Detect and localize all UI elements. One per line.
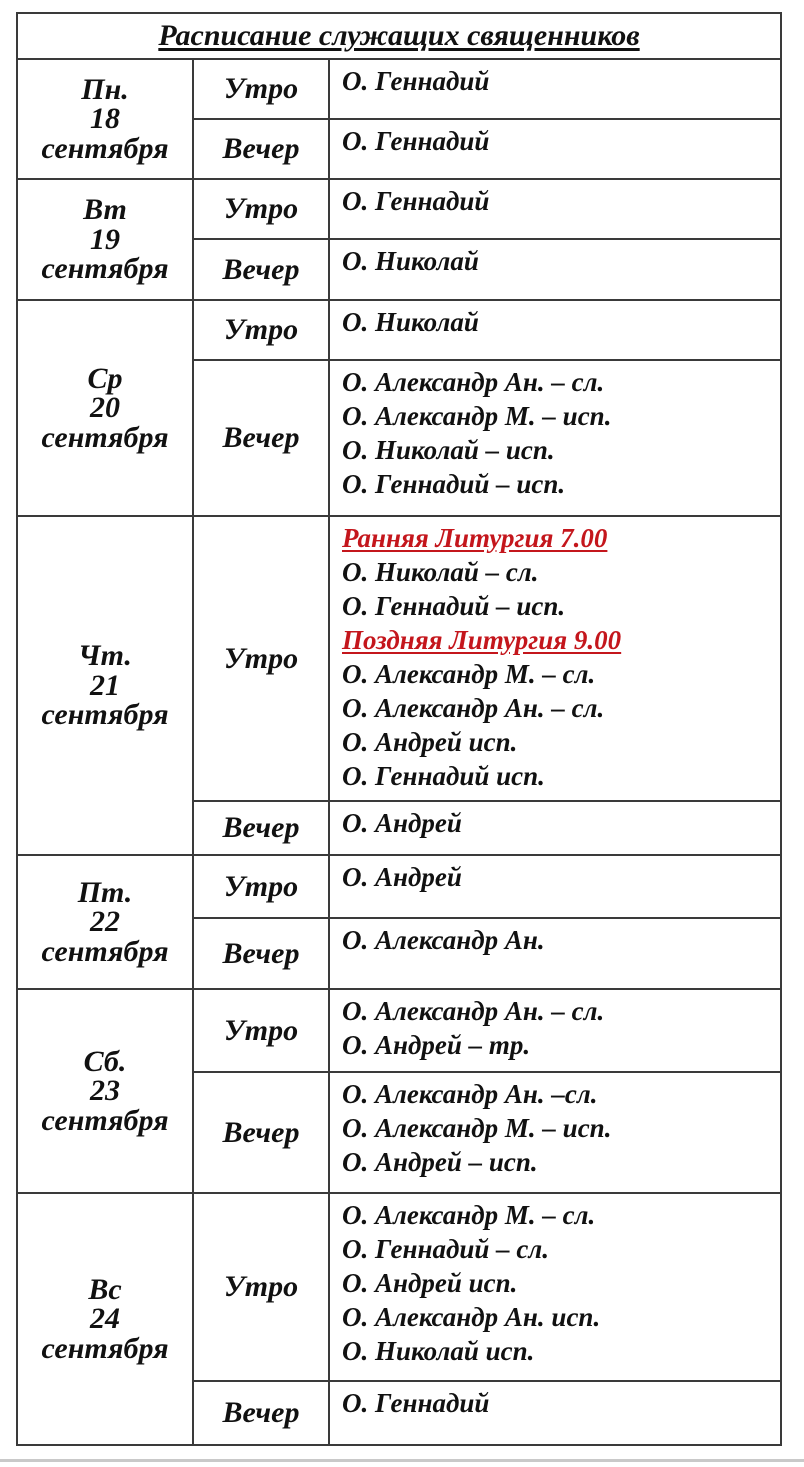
- day-date: 24: [90, 1302, 120, 1336]
- clergy-entry: О. Николай: [342, 246, 479, 276]
- title-cell: [17, 13, 781, 59]
- clergy-entry: О. Александр Ан.: [342, 925, 545, 955]
- clergy-cell: [329, 855, 781, 918]
- clergy-entry: О. Андрей: [342, 808, 462, 838]
- day-month: сентября: [41, 698, 169, 732]
- clergy-entry: О. Александр М. – сл.: [342, 659, 596, 689]
- service-time-label: Вечер: [193, 801, 329, 855]
- clergy-entry: О. Александр Ан. – сл.: [342, 693, 605, 723]
- schedule-row: [17, 989, 781, 1072]
- clergy-cell: [329, 360, 781, 516]
- clergy-cell: [329, 1193, 781, 1381]
- clergy-cell: [329, 801, 781, 855]
- day-weekday: Сб.: [83, 1044, 127, 1078]
- clergy-entry: О. Андрей исп.: [342, 1268, 518, 1298]
- clergy-entry: О. Андрей: [342, 862, 462, 892]
- title-row: [17, 13, 781, 59]
- service-time-label: Утро: [193, 855, 329, 918]
- bottom-divider: [0, 1459, 804, 1462]
- clergy-cell: [329, 119, 781, 179]
- day-date: 21: [90, 668, 120, 702]
- clergy-cell: [329, 516, 781, 801]
- clergy-entry: О. Геннадий: [342, 1388, 490, 1418]
- clergy-cell: [329, 59, 781, 119]
- clergy-entry: О. Александр Ан. –сл.: [342, 1079, 598, 1109]
- clergy-entry: О. Геннадий: [342, 126, 490, 156]
- day-date: 18: [90, 102, 120, 136]
- day-date: 23: [90, 1074, 120, 1108]
- day-month: сентября: [41, 1103, 169, 1137]
- day-month: сентября: [41, 420, 169, 454]
- clergy-entry: О. Андрей исп.: [342, 727, 518, 757]
- clergy-entry: О. Геннадий – исп.: [342, 591, 566, 621]
- liturgy-heading: Ранняя Литургия 7.00: [342, 523, 608, 553]
- schedule-row: [17, 516, 781, 801]
- day-cell: [17, 179, 193, 300]
- clergy-entry: О. Александр Ан. исп.: [342, 1302, 601, 1332]
- service-time-label: Вечер: [193, 119, 329, 179]
- clergy-entry: О. Геннадий – исп.: [342, 469, 566, 499]
- day-cell: [17, 300, 193, 516]
- clergy-entry: О. Геннадий: [342, 186, 490, 216]
- page-title: Расписание служащих священников: [158, 19, 640, 52]
- service-time-label: Утро: [193, 1193, 329, 1381]
- schedule-row: [17, 300, 781, 360]
- clergy-cell: [329, 239, 781, 300]
- clergy-entry: О. Александр М. – сл.: [342, 1200, 596, 1230]
- day-weekday: Вт: [83, 193, 127, 227]
- clergy-entry: О. Николай – исп.: [342, 435, 555, 465]
- schedule-table: [16, 12, 782, 1446]
- clergy-entry: О. Александр М. – исп.: [342, 1113, 612, 1143]
- day-month: сентября: [41, 252, 169, 286]
- clergy-entry: О. Николай – сл.: [342, 557, 539, 587]
- clergy-entry: О. Геннадий: [342, 66, 490, 96]
- clergy-entry: О. Александр М. – исп.: [342, 401, 612, 431]
- day-month: сентября: [41, 934, 169, 968]
- day-weekday: Чт.: [78, 639, 132, 673]
- service-time-label: Утро: [193, 516, 329, 801]
- service-time-label: Утро: [193, 989, 329, 1072]
- clergy-entry: О. Геннадий – сл.: [342, 1234, 549, 1264]
- day-weekday: Вс: [88, 1272, 122, 1306]
- schedule-row: [17, 179, 781, 239]
- schedule-row: [17, 855, 781, 918]
- schedule-row: [17, 1193, 781, 1381]
- service-time-label: Утро: [193, 179, 329, 239]
- schedule-body: [17, 13, 781, 1445]
- service-time-label: Утро: [193, 59, 329, 119]
- liturgy-heading: Поздняя Литургия 9.00: [342, 625, 622, 655]
- clergy-entry: О. Геннадий исп.: [342, 761, 545, 791]
- clergy-entry: О. Николай: [342, 307, 479, 337]
- clergy-cell: [329, 179, 781, 239]
- clergy-cell: [329, 1072, 781, 1193]
- clergy-entry: О. Николай исп.: [342, 1336, 535, 1366]
- day-date: 20: [90, 391, 120, 425]
- day-cell: [17, 1193, 193, 1445]
- day-cell: [17, 989, 193, 1193]
- clergy-entry: О. Андрей – исп.: [342, 1147, 538, 1177]
- service-time-label: Вечер: [193, 1381, 329, 1445]
- clergy-cell: [329, 989, 781, 1072]
- day-weekday: Пн.: [81, 72, 129, 106]
- service-time-label: Вечер: [193, 239, 329, 300]
- clergy-entry: О. Андрей – тр.: [342, 1030, 531, 1060]
- clergy-cell: [329, 300, 781, 360]
- day-month: сентября: [41, 1331, 169, 1365]
- clergy-entry: О. Александр Ан. – сл.: [342, 367, 605, 397]
- day-date: 19: [90, 222, 120, 256]
- day-date: 22: [90, 905, 120, 939]
- service-time-label: Вечер: [193, 360, 329, 516]
- day-weekday: Ср: [87, 361, 123, 395]
- service-time-label: Вечер: [193, 1072, 329, 1193]
- clergy-cell: [329, 918, 781, 989]
- day-cell: [17, 855, 193, 989]
- service-time-label: Утро: [193, 300, 329, 360]
- day-cell: [17, 59, 193, 179]
- schedule-row: [17, 59, 781, 119]
- day-month: сентября: [41, 131, 169, 165]
- clergy-cell: [329, 1381, 781, 1445]
- day-cell: [17, 516, 193, 855]
- clergy-entry: О. Александр Ан. – сл.: [342, 996, 605, 1026]
- day-weekday: Пт.: [77, 875, 133, 909]
- service-time-label: Вечер: [193, 918, 329, 989]
